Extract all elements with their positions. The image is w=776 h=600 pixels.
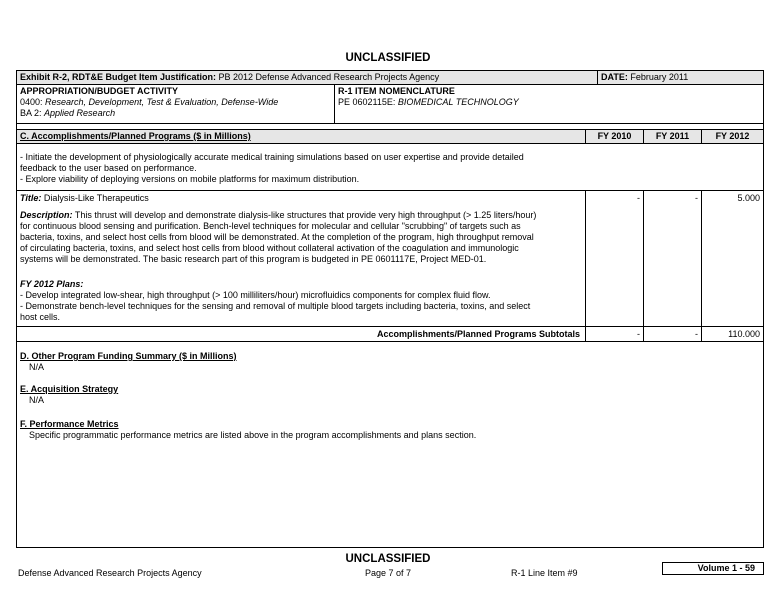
plans-line: - Develop integrated low-shear, high throughput (> 100 milliliters/hour) microfluidics components for complex fluid flow. bbox=[20, 290, 491, 300]
year-header-fy2012: FY 2012 bbox=[702, 130, 763, 143]
exhibit-label-rest: , RDT&E Budget Item Justification: bbox=[67, 72, 217, 82]
section-f-heading: F. Performance Metrics bbox=[20, 419, 119, 429]
footer-page: Page 7 of 7 bbox=[364, 568, 412, 578]
description-line: for continuous blood sensing and purification. Bench-level techniques for molecular and cellular "scrubbing" of targets such as bbox=[20, 221, 521, 231]
nomenclature-heading: R-1 ITEM NOMENCLATURE bbox=[338, 86, 455, 96]
year-header-fy2010: FY 2010 bbox=[586, 130, 643, 143]
fy2011-value: - bbox=[695, 193, 698, 203]
divider bbox=[701, 130, 702, 143]
date-label: DATE: bbox=[601, 72, 628, 82]
year-header-fy2011: FY 2011 bbox=[644, 130, 701, 143]
budget-activity-text: Applied Research bbox=[44, 108, 116, 118]
divider bbox=[643, 130, 644, 143]
carryover-line: - Explore viability of deploying versions on mobile platforms for maximum distribution. bbox=[20, 174, 360, 184]
carryover-line: feedback to the user based on performance. bbox=[20, 163, 197, 173]
section-e bbox=[17, 383, 757, 407]
section-d bbox=[17, 350, 757, 374]
plans-block bbox=[17, 278, 597, 324]
description-line: bacteria, toxins, and select host cells from blood will be demonstrated. At the completion of the program, high throughput removal bbox=[20, 232, 534, 242]
divider bbox=[597, 71, 598, 84]
title-line bbox=[17, 192, 585, 205]
subtotal-fy2011: - bbox=[695, 329, 698, 339]
date-value: February 2011 bbox=[627, 72, 689, 82]
fy2012-value: 5.000 bbox=[737, 193, 760, 203]
exhibit-value: PB 2012 Defense Advanced Research Projects Agency bbox=[216, 72, 440, 82]
section-d-text: N/A bbox=[29, 362, 45, 372]
subtotal-label: Accomplishments/Planned Programs Subtotals bbox=[376, 329, 580, 339]
divider bbox=[17, 326, 763, 327]
footer-line-item: R-1 Line Item #9 bbox=[511, 568, 578, 578]
nomenclature-cell bbox=[335, 85, 763, 123]
footer-agency: Defense Advanced Research Projects Agency bbox=[18, 568, 202, 578]
divider bbox=[701, 191, 702, 341]
plans-label: FY 2012 Plans: bbox=[20, 279, 84, 289]
classification-top: UNCLASSIFIED bbox=[345, 52, 431, 64]
exhibit-cell bbox=[17, 71, 597, 84]
divider bbox=[585, 130, 586, 143]
appropriation-code: 0400: bbox=[20, 97, 46, 107]
fy2010-value: - bbox=[637, 193, 640, 203]
subtotal-fy2012: 110.000 bbox=[728, 329, 760, 339]
divider bbox=[585, 191, 586, 341]
footer-volume: Volume 1 - 59 bbox=[662, 562, 764, 575]
date-cell bbox=[598, 71, 763, 84]
divider bbox=[17, 190, 763, 191]
description-line: of circulating bacteria, toxins, and select host cells from blood without collateral activation of the coagulation and immunologic bbox=[20, 243, 519, 253]
classification-bottom: UNCLASSIFIED bbox=[345, 553, 431, 565]
plans-line: host cells. bbox=[20, 312, 61, 322]
carryover-block bbox=[17, 151, 763, 186]
subtotal-fy2010: - bbox=[637, 329, 640, 339]
exhibit-label: Exhibit R-2 bbox=[20, 72, 68, 82]
section-e-heading: E. Acquisition Strategy bbox=[20, 384, 119, 394]
description-label: Description: bbox=[20, 210, 73, 220]
section-c-heading-cell bbox=[17, 130, 585, 143]
plans-line: - Demonstrate bench-level techniques for the sensing and removal of multiple blood targets including bacteria, toxins, and select bbox=[20, 301, 531, 311]
divider bbox=[17, 341, 763, 342]
divider bbox=[17, 123, 763, 124]
section-f bbox=[17, 418, 757, 442]
section-d-heading: D. Other Program Funding Summary ($ in Millions) bbox=[20, 351, 237, 361]
title-label: Title: bbox=[20, 193, 42, 203]
nomenclature-text: BIOMEDICAL TECHNOLOGY bbox=[397, 97, 519, 107]
budget-activity-code: BA 2: bbox=[20, 108, 45, 118]
section-e-text: N/A bbox=[29, 395, 45, 405]
section-f-text: Specific programmatic performance metrics are listed above in the program accomplishments and plans section. bbox=[29, 430, 477, 440]
section-c-heading: C. Accomplishments/Planned Programs ($ in Millions) bbox=[20, 131, 251, 141]
description-block bbox=[17, 209, 597, 266]
appropriation-text: Research, Development, Test & Evaluation, Defense-Wide bbox=[45, 97, 279, 107]
appropriation-heading: APPROPRIATION/BUDGET ACTIVITY bbox=[20, 86, 179, 96]
nomenclature-code: PE 0602115E: bbox=[338, 97, 398, 107]
description-line: This thrust will develop and demonstrate dialysis-like structures that provide very high throughput (> 1.25 liters/hour) bbox=[72, 210, 537, 220]
divider bbox=[643, 191, 644, 341]
divider bbox=[17, 143, 763, 144]
title-value: Dialysis-Like Therapeutics bbox=[41, 193, 149, 203]
description-line: systems will be demonstrated. The basic research part of this program is budgeted in PE 0601117E, Project MED-01. bbox=[20, 254, 487, 264]
appropriation-cell bbox=[17, 85, 334, 123]
carryover-line: - Initiate the development of physiologically accurate medical training simulations based on user expertise and provide detailed bbox=[20, 152, 524, 162]
